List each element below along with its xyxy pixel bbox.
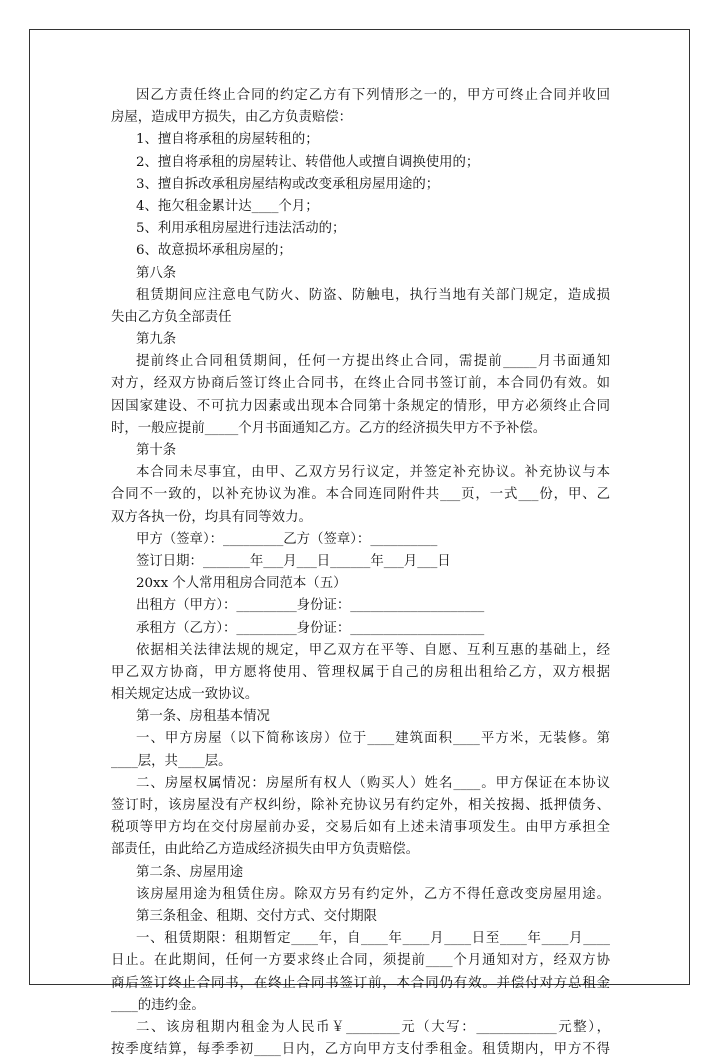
document-line: 房屋，造成甲方损失，由乙方负责赔偿： (111, 110, 353, 126)
document-line: 失由乙方负全部责任 (111, 309, 232, 325)
document-line: 双方各执一份，均具有同等效力。 (111, 509, 312, 525)
document-line: 税项等甲方均在交付房屋前办妥，交易后如有上述未清事项发生。由甲方承担全 (111, 820, 610, 836)
document-line: 商后签订终止合同书，在终止合同书签订前，本合同仍有效。并偿付对方总租金 (111, 975, 610, 991)
document-line: 签订时，该房屋没有产权纠纷，除补充协议另有约定外，相关按揭、抵押债务、 (111, 798, 610, 813)
document-line: 甲方（签章）：_________乙方（签章）：__________ (136, 531, 438, 547)
document-line: 本合同未尽事宜，由甲、乙双方另行议定，并签定补充协议。补充协议与本 (136, 465, 610, 481)
document-line: 承租方（乙方）：_________身份证：____________________ (136, 620, 485, 636)
document-line: 该房屋用途为租赁住房。除双方另有约定外，乙方不得任意改变房屋用途。 (136, 886, 610, 902)
document-line: 二、房屋权属情况：房屋所有权人（购买人）姓名____。甲方保证在本协议 (136, 775, 610, 791)
document-line: 合同不一致的，以补充协议为准。本合同连同附件共___页，一式___份，甲、乙 (111, 487, 610, 503)
document-line: 第二条、房屋用途 (136, 864, 244, 880)
document-line: 一、租赁期限：租期暂定____年，自____年____月____日至____年____月____ (136, 931, 610, 947)
document-line: 5、利用承租房屋进行违法活动的； (136, 221, 346, 237)
document-line: 一、甲方房屋（以下简称该房）位于____建筑面积____平方米，无装修。第 (136, 731, 610, 747)
document-line: ____的违约金。 (111, 997, 205, 1013)
document-line: 对方，经双方协商后签订终止合同书，在终止合同书签订前，本合同仍有效。如 (111, 376, 610, 392)
document-line: 第三条租金、租期、交付方式、交付期限 (136, 908, 378, 924)
document-body (111, 85, 610, 1061)
document-line: 第八条 (136, 265, 177, 281)
document-line: 相关规定达成一致协议。 (111, 687, 259, 703)
document-line: 因乙方责任终止合同的约定乙方有下列情形之一的，甲方可终止合同并收回 (136, 88, 610, 103)
document-line: ____层，共____层。 (111, 753, 232, 769)
document-line: 6、故意损坏承租房屋的； (136, 243, 292, 259)
document-line: 4、拖欠租金累计达____个月； (136, 198, 319, 214)
document-line: 甲乙双方协商，甲方愿将使用、管理权属于自己的房租出租给乙方，双方根据 (111, 664, 610, 680)
document-line: 签订日期：_______年___月___日______年___月___日 (136, 553, 451, 569)
document-line: 出租方（甲方）：_________身份证：____________________ (136, 598, 485, 614)
document-line: 部责任，由此给乙方造成经济损失由甲方负责赔偿。 (111, 842, 419, 858)
document-line: 时，一般应提前_____个月书面通知乙方。乙方的经济损失甲方不予补偿。 (111, 420, 547, 436)
document-line: 依据相关法律法规的规定，甲乙双方在平等、自愿、互利互惠的基础上，经 (136, 642, 610, 658)
document-line: 按季度结算，每季季初____日内，乙方向甲方支付季租金。租赁期内，甲方不得 (111, 1042, 610, 1058)
document-line: 第一条、房租基本情况 (136, 709, 270, 725)
document-line: 租赁期间应注意电气防火、防盗、防触电，执行当地有关部门规定，造成损 (136, 287, 610, 303)
document-line: 2、擅自将承租的房屋转让、转借他人或擅自调换使用的； (136, 154, 480, 170)
document-line: 3、擅自拆改承租房屋结构或改变承租房屋用途的； (136, 176, 440, 192)
document-line: 第九条 (136, 332, 177, 348)
document-line: 第十条 (136, 443, 177, 458)
document-line: 20xx 个人常用租房合同范本（五） (136, 576, 347, 592)
document-line: 1、擅自将承租的房屋转租的； (136, 132, 319, 148)
document-line: 因国家建设、不可抗力因素或出现本合同第十条规定的情形，甲方必须终止合同 (111, 398, 610, 414)
document-line: 提前终止合同租赁期间，任何一方提出终止合同，需提前_____月书面通知 (136, 354, 610, 370)
document-line: 二、该房租期内租金为人民币￥________元（大写：____________元整）， (136, 1019, 610, 1035)
document-line: 日止。在此期间，任何一方要求终止合同，须提前____个月通知对方，经双方协 (111, 953, 610, 969)
